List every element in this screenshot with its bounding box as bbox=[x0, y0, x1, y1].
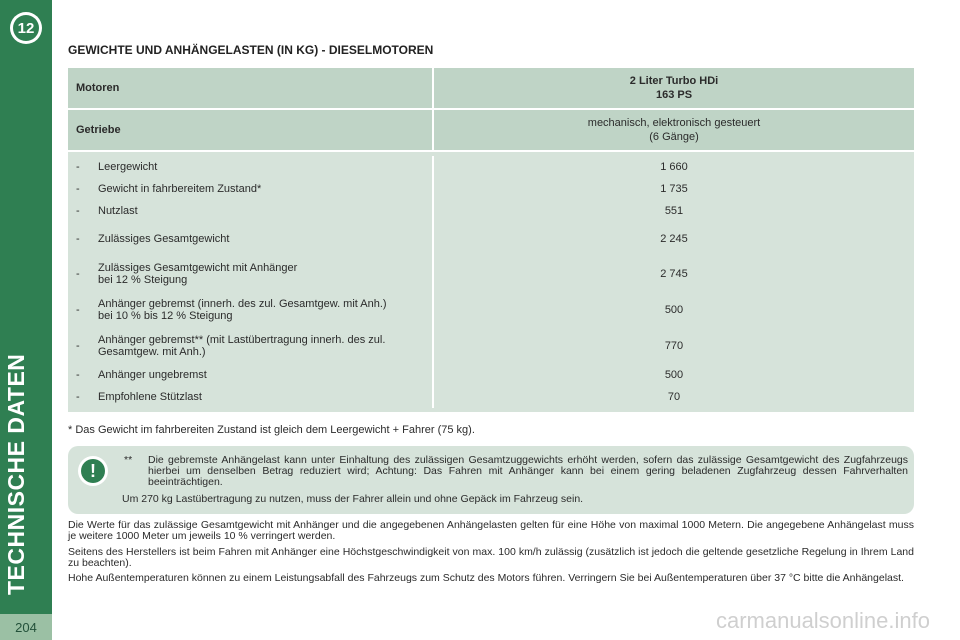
row-dash: - bbox=[76, 304, 80, 316]
row-label: Empfohlene Stützlast bbox=[98, 391, 202, 403]
table-row bbox=[68, 156, 914, 178]
page-number: 204 bbox=[0, 614, 52, 640]
table-body bbox=[68, 152, 914, 412]
row-label-cell bbox=[68, 292, 434, 328]
table-row bbox=[68, 200, 914, 222]
row-value: 1 660 bbox=[660, 161, 688, 173]
footnote-star: * Das Gewicht im fahrbereiten Zustand ist gleich dem Leergewicht + Fahrer (75 kg). bbox=[68, 424, 475, 436]
row-dash: - bbox=[76, 340, 80, 352]
row-dash: - bbox=[76, 183, 80, 195]
paragraph-altitude: Die Werte für das zulässige Gesamtgewicht mit Anhänger und die angegebenen Anhängelasten gelten für eine Höhe von maximal 1000 Metern. Die angegebene Anhängelast muss je weitere 1000 Meter um jeweils 10 % verringert werden. bbox=[68, 519, 914, 542]
row-label: Zulässiges Gesamtgewicht mit Anhänger bei 12 % Steigung bbox=[98, 262, 298, 286]
row-dash: - bbox=[76, 268, 80, 280]
row-label: Anhänger ungebremst bbox=[98, 369, 207, 381]
table-row bbox=[68, 178, 914, 200]
row-label: Gewicht in fahrbereitem Zustand* bbox=[98, 183, 262, 195]
row-label-cell bbox=[68, 200, 434, 222]
row-dash: - bbox=[76, 233, 80, 245]
engine-value-line1: 2 Liter Turbo HDi bbox=[629, 75, 719, 87]
row-value: 551 bbox=[664, 205, 684, 217]
row-label: Nutzlast bbox=[98, 205, 138, 217]
row-label-cell bbox=[68, 156, 434, 178]
row-label-cell bbox=[68, 364, 434, 386]
table-row bbox=[68, 364, 914, 386]
warning-body: Die gebremste Anhängelast kann unter Einhaltung des zulässigen Gesamtzuggewichts erhöht werden, sofern das zulässige Gesamtgewicht des Zugfahrzeugs hierbei um denselben Betrag reduziert wird; Achtung: Das Fahren mit Anhänger kann bei einem gering beladenen Zugfahrzeug dessen Fahrverhalten beeinträchtigen. bbox=[148, 454, 908, 488]
table-row bbox=[68, 386, 914, 408]
row-value: 2 745 bbox=[660, 268, 688, 280]
exclamation-icon bbox=[78, 456, 108, 486]
gearbox-value-line1: mechanisch, elektronisch gesteuert bbox=[587, 117, 761, 129]
row-label-cell bbox=[68, 386, 434, 408]
chapter-number-badge bbox=[10, 12, 42, 44]
row-label-cell bbox=[68, 256, 434, 292]
row-dash: - bbox=[76, 161, 80, 173]
row-value: 1 735 bbox=[660, 183, 688, 195]
page-title: GEWICHTE UND ANHÄNGELASTEN (IN KG) - DIESELMOTOREN bbox=[68, 43, 434, 57]
chapter-number: 12 bbox=[13, 15, 39, 41]
engine-value bbox=[434, 68, 914, 108]
chapter-sidebar bbox=[0, 0, 52, 640]
row-label-cell bbox=[68, 222, 434, 256]
row-value: 500 bbox=[664, 304, 684, 316]
weights-table bbox=[68, 68, 914, 412]
row-value: 2 245 bbox=[660, 233, 688, 245]
warning-box bbox=[68, 446, 914, 514]
row-value: 70 bbox=[667, 391, 681, 403]
table-row bbox=[68, 328, 914, 364]
engine-value-line2: 163 PS bbox=[655, 89, 693, 101]
row-label: Zulässiges Gesamtgewicht bbox=[98, 233, 230, 245]
gearbox-value bbox=[434, 110, 914, 150]
row-label: Anhänger gebremst** (mit Lastübertragung innerh. des zul. Gesamtgew. mit Anh.) bbox=[98, 334, 386, 358]
gearbox-label: Getriebe bbox=[68, 110, 434, 150]
engine-row bbox=[68, 68, 914, 110]
row-dash: - bbox=[76, 205, 80, 217]
warning-note: Um 270 kg Lastübertragung zu nutzen, muss der Fahrer allein und ohne Gepäck im Fahrzeug sein. bbox=[122, 493, 584, 505]
row-label: Anhänger gebremst (innerh. des zul. Gesamtgew. mit Anh.) bei 10 % bis 12 % Steigung bbox=[98, 298, 387, 322]
row-dash: - bbox=[76, 369, 80, 381]
row-dash: - bbox=[76, 391, 80, 403]
table-row bbox=[68, 222, 914, 256]
warning-text bbox=[124, 455, 908, 488]
paragraph-temperature: Hohe Außentemperaturen können zu einem Leistungsabfall des Fahrzeugs zum Schutz des Motors führen. Verringern Sie bei Außentemperaturen über 37 °C bitte die Anhängelast. bbox=[68, 572, 904, 584]
table-row bbox=[68, 292, 914, 328]
paragraph-speed: Seitens des Herstellers ist beim Fahren mit Anhänger eine Höchstgeschwindigkeit von max. 100 km/h zulässig (zusätzlich ist jedoch die geltende gesetzliche Regelung in Ihrem Land zu beachten). bbox=[68, 546, 914, 569]
chapter-title: TECHNISCHE DATEN bbox=[3, 353, 29, 595]
row-label-cell bbox=[68, 328, 434, 364]
row-label-cell bbox=[68, 178, 434, 200]
gearbox-value-line2: (6 Gänge) bbox=[649, 131, 699, 143]
engine-label: Motoren bbox=[68, 68, 434, 108]
row-value: 500 bbox=[664, 369, 684, 381]
gearbox-row bbox=[68, 110, 914, 152]
exclamation-glyph: ! bbox=[81, 459, 105, 483]
row-label: Leergewicht bbox=[98, 161, 158, 173]
table-row bbox=[68, 256, 914, 292]
row-value: 770 bbox=[664, 340, 684, 352]
watermark: carmanualsonline.info bbox=[715, 608, 930, 633]
warning-marker: ** bbox=[124, 454, 133, 466]
